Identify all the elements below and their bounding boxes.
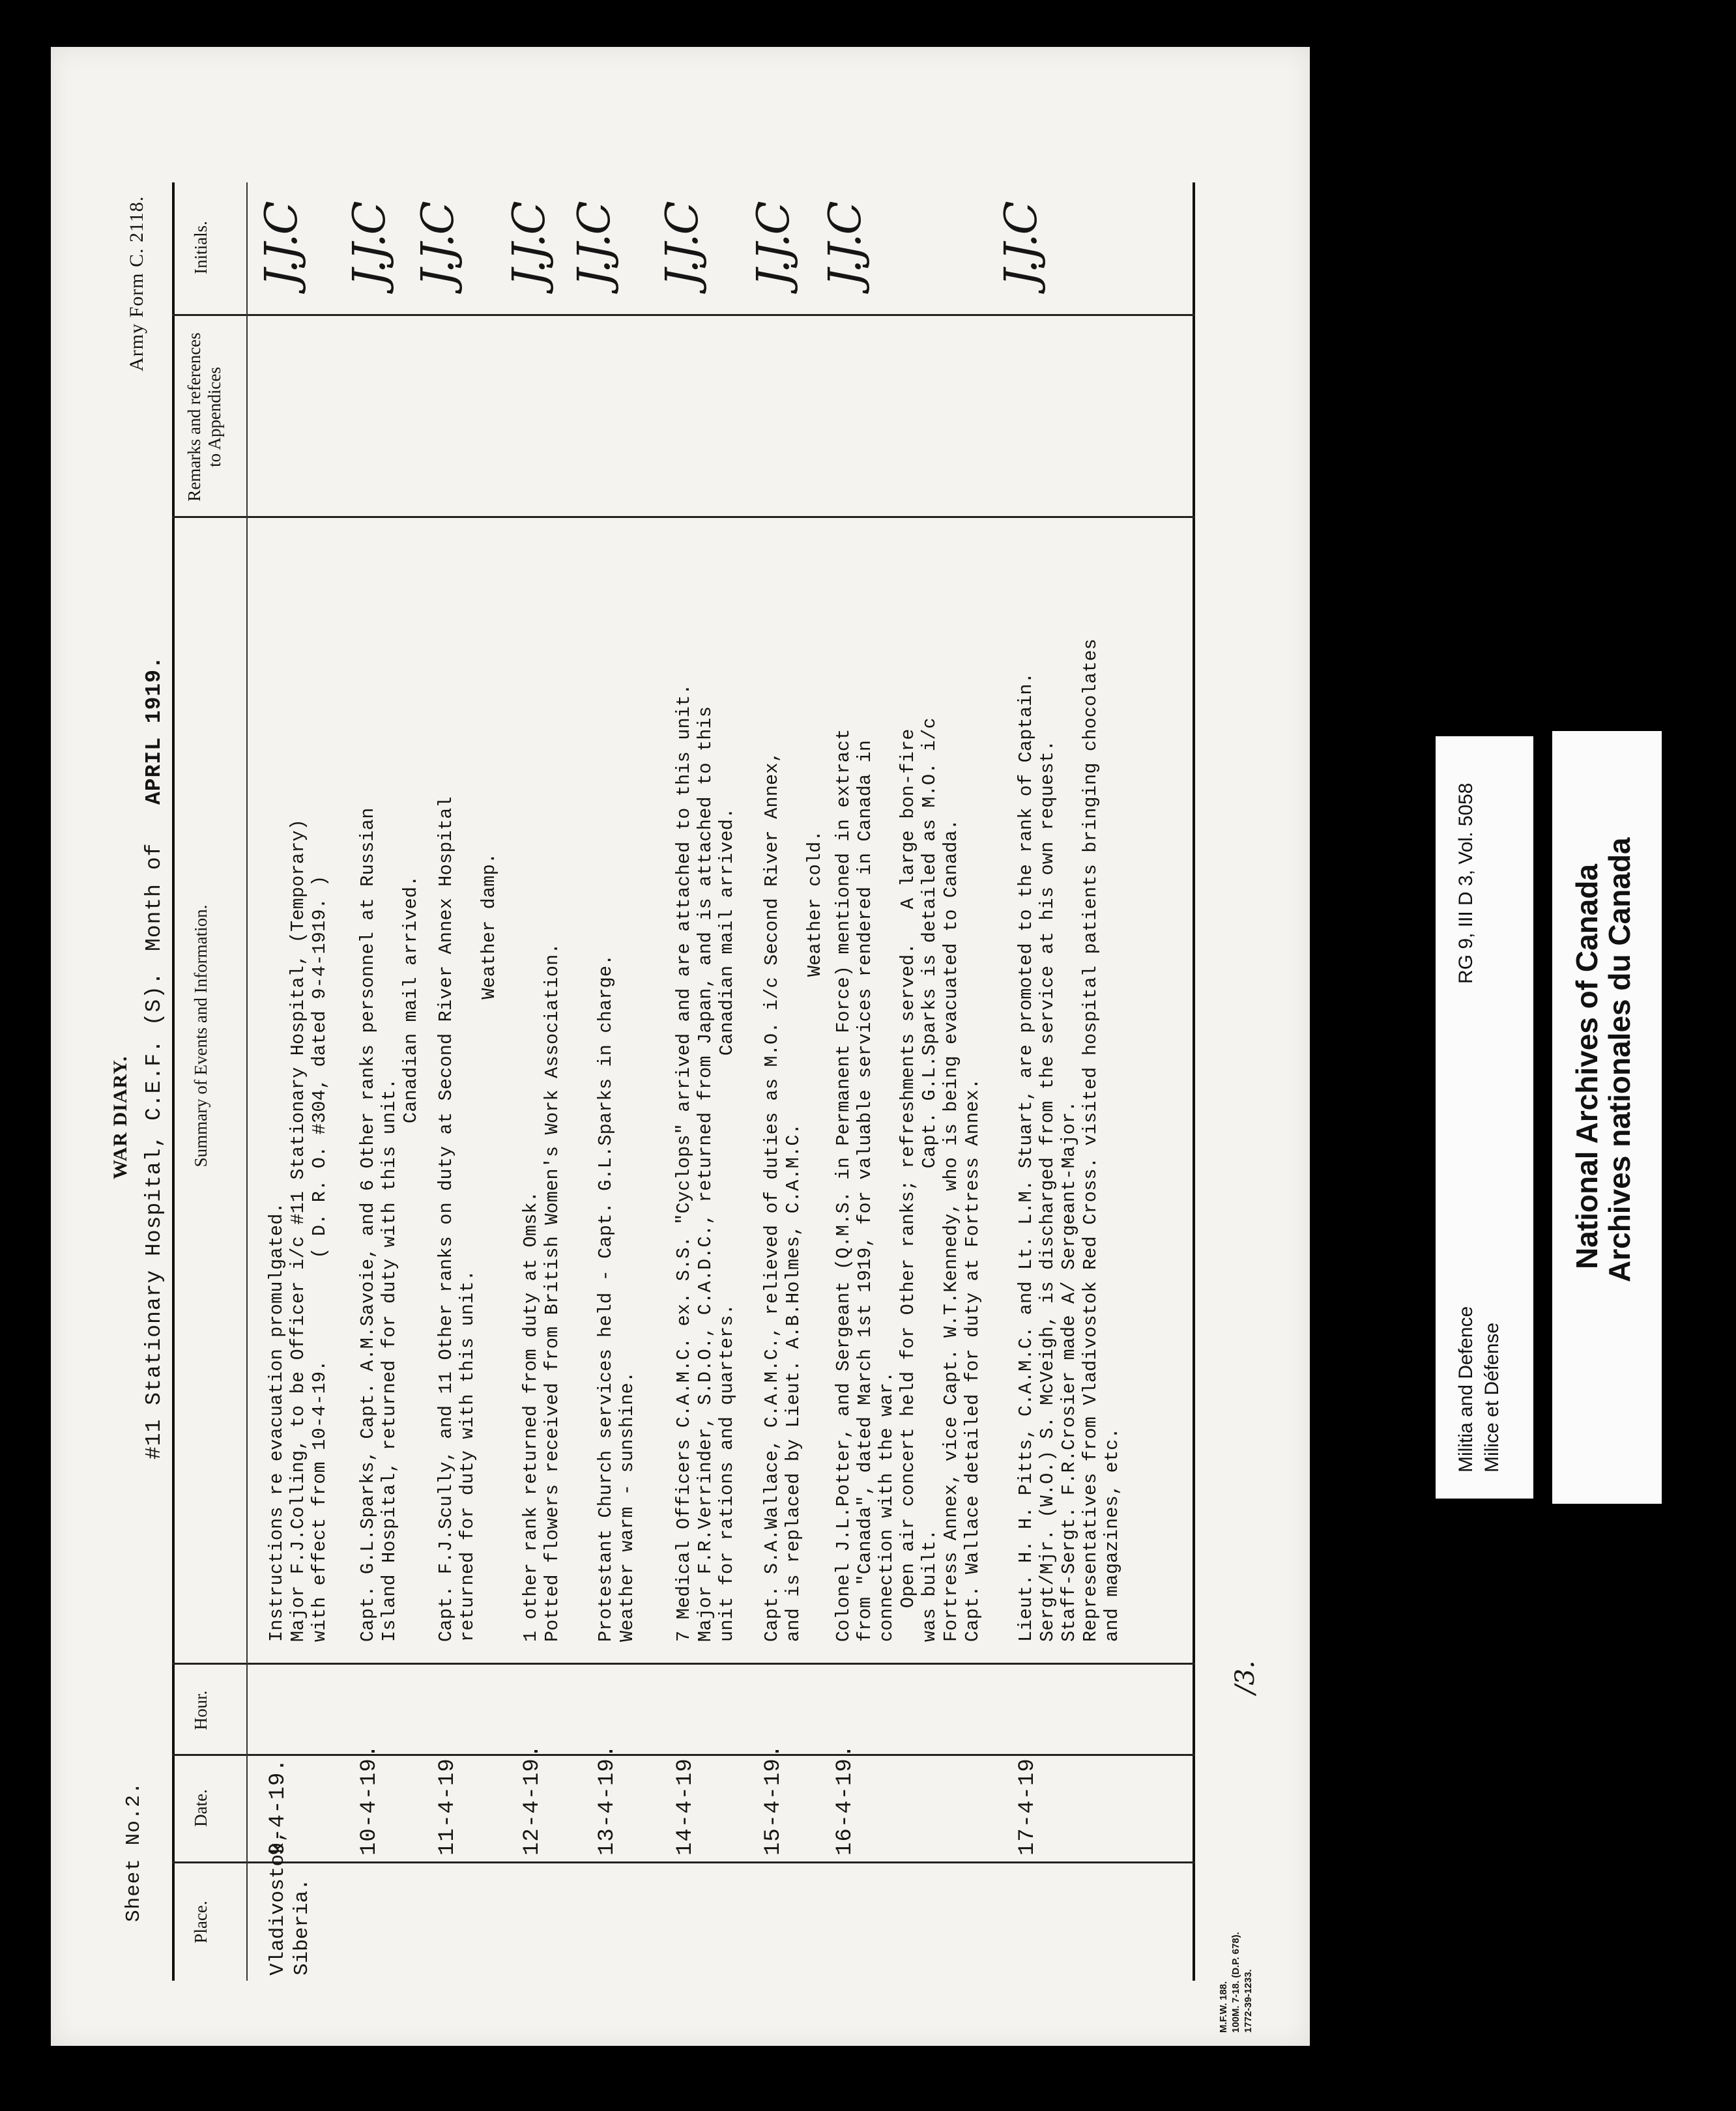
entry-summary: 1 other rank returned from duty at Omsk. Potted flowers received from British Women's Work Association. xyxy=(520,943,563,1642)
entry-summary: Instructions re evacuation promulgated. Major F.J.Colling, to be Officer i/c #11 Stationary Hospital, (Temporary) with effect from 10-4-19. ( D. R. O. #304, dated 9-4-1919. ) xyxy=(266,818,330,1642)
entry-date: 16-4-19. xyxy=(833,1744,858,1856)
column-header-summary: Summary of Events and Information. xyxy=(191,904,210,1168)
entry-date: 10-4-19. xyxy=(357,1744,382,1856)
month-label: Month of xyxy=(142,842,166,951)
entry-date: 12-4-19. xyxy=(520,1744,545,1856)
entry-date: 17-4-19 xyxy=(1015,1758,1040,1856)
entry-date: 14-4-19 xyxy=(673,1758,698,1856)
entry-initials: J.J.C xyxy=(657,202,708,287)
header-separator-rule xyxy=(246,182,248,1981)
entry-initials: J.J.C xyxy=(504,202,555,287)
army-form-number: Army Form C. 2118. xyxy=(126,195,147,371)
department-name-fr: Milice et Défense xyxy=(1481,1322,1503,1472)
column-header-place: Place. xyxy=(191,1901,210,1944)
entry-summary: Capt. F.J.Scully, and 11 Other ranks on duty at Second River Annex Hospital returned for duty with this unit. Weather damp. xyxy=(435,796,500,1642)
archive-name-fr: Archives nationales du Canada xyxy=(1602,837,1636,1282)
entry-summary: Lieut. H. H. Pitts, C.A.M.C. and Lt. L.M. Stuart, are promoted to the rank of Captain. Sergt/Mjr. (W.O.) S. McVeigh, is discharged from the service at his own request. Staff-Sergt. F.R.Crosier made A/ Sergeant-Major. Representatives from Vladivostok Red Cross. visited hospital patients bringing chocolates and magazines, etc. xyxy=(1015,639,1123,1642)
entry-summary: Capt. G.L.Sparks, Capt. A.M.Savoie, and 6 Other ranks personnel at Russian Island Hospital, returned for duty with this unit. Canadian mail arrived. xyxy=(357,807,422,1642)
entry-initials: J.J.C xyxy=(412,202,464,287)
table-top-rule xyxy=(172,182,175,1981)
month-value: APRIL 1919. xyxy=(142,655,166,805)
column-rule xyxy=(172,1861,1195,1863)
column-header-remarks: Remarks and references to Appendices xyxy=(184,332,225,502)
archive-reference-number: RG 9, III D 3, Vol. 5058 xyxy=(1455,783,1477,984)
column-header-hour: Hour. xyxy=(191,1690,210,1730)
place-cell: Vladivostok, Siberia. xyxy=(267,1830,314,1975)
column-rule xyxy=(172,314,1195,316)
table-bottom-rule xyxy=(1193,182,1195,1981)
column-rule xyxy=(172,1663,1195,1665)
unit-name: #11 Stationary Hospital, C.E.F. (S). xyxy=(142,971,166,1459)
entry-date: 11-4-19 xyxy=(435,1758,460,1856)
entry-initials: J.J.C xyxy=(569,202,620,287)
column-header-date: Date. xyxy=(191,1789,210,1827)
archive-reference-card xyxy=(1436,736,1533,1499)
department-name-en: Militia and Defence xyxy=(1455,1306,1477,1472)
entry-date: 15-4-19. xyxy=(761,1744,786,1856)
entry-initials: J.J.C xyxy=(748,202,800,287)
entry-summary: Capt. S.A.Wallace, C.A.M.C., relieved of duties as M.O. i/c Second River Annex, and is replaced by Lieut. A.B.Holmes, C.A.M.C. Weather cold. xyxy=(761,751,826,1642)
entry-summary: Colonel J.L.Potter, and Sergeant (Q.M.S. in Permanent Force) mentioned in extract from "Canada", dated March 1st 1919, for valuable services rendered in Canada in connection with the war. Open air concert held for Other ranks; refreshments served. A large bon-fire was built. Capt. G.L.Sparks is detailed as M.O. i/c Fortress Annex, vice Capt. W.T.Kennedy, who is being evacuated to Canada. Capt. Wallace detailed for duty at Fortress Annex. xyxy=(833,717,983,1642)
page-mark: /3. xyxy=(1230,1660,1260,1694)
sheet-number: Sheet No.2. xyxy=(123,1781,145,1922)
entry-initials: J.J.C xyxy=(820,202,871,287)
entry-summary: Protestant Church services held - Capt. G.L.Sparks in charge. Weather warm - sunshine. xyxy=(595,954,638,1642)
war-diary-sheet xyxy=(51,47,1310,2046)
war-diary-page xyxy=(51,47,1310,2046)
entry-initials: J.J.C xyxy=(256,202,308,287)
diary-title: WAR DIARY. xyxy=(109,1056,131,1179)
entry-date: 13-4-19. xyxy=(595,1744,620,1856)
entry-date: 9-4-19. xyxy=(266,1758,291,1856)
archive-name-en: National Archives of Canada xyxy=(1570,863,1604,1269)
archive-name-card xyxy=(1552,731,1662,1504)
entry-initials: J.J.C xyxy=(344,202,396,287)
form-print-codes: M.F.W. 188. 100M. 7-18. (D.P. 678). 1772-39-1233. xyxy=(1218,1932,1254,2033)
entry-initials: J.J.C xyxy=(996,202,1047,287)
column-header-initials: Initials. xyxy=(191,221,210,274)
entry-summary: 7 Medical Officers C.A.M.C. ex. S.S. "Cyclops" arrived and are attached to this unit. Major F.R.Verrinder, S.D.O., C.A.D.C., returned from Japan, and is attached to this unit for rations and quarters. Canadian mail arrived. xyxy=(673,683,738,1642)
